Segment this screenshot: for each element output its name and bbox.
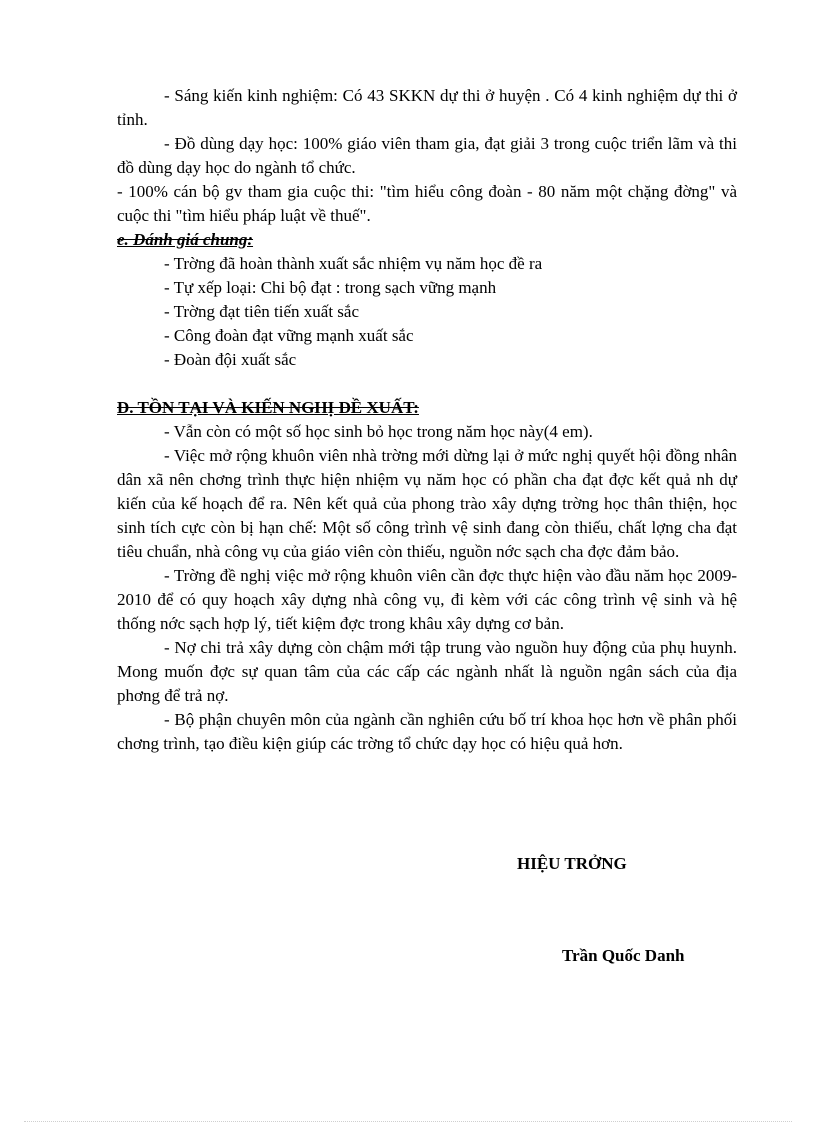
section-e-heading: e. Đánh giá chung: xyxy=(117,230,254,249)
section-e-list xyxy=(117,252,737,372)
list-item: - Đoàn đội xuất sắc xyxy=(164,350,297,369)
paragraph-proposal: - Trờng đề nghị việc mở rộng khuôn viên cần đợc thực hiện vào đầu năm học 2009-2010 để có quy hoạch xây dựng nhà công vụ, đi kèm với các công trình vệ sinh và hệ thống nớc sạch hợp lý, tiết kiệm đợc trong khâu xây dựng cơ bản. xyxy=(117,566,737,633)
paragraph-curriculum: - Bộ phận chuyên môn của ngành cần nghiên cứu bố trí khoa học hơn về phân phối chơng trình, tạo điều kiện giúp các trờng tổ chức dạy học có hiệu quả hơn. xyxy=(117,710,737,753)
list-item: - Tự xếp loại: Chi bộ đạt : trong sạch vững mạnh xyxy=(164,278,497,297)
paragraph-debt: - Nợ chi trả xây dựng còn chậm mới tập trung vào nguồn huy động của phụ huynh. Mong muốn đợc sự quan tâm của các cấp các ngành nhất là nguồn ngân sách của địa phơng để trả nợ. xyxy=(117,638,737,705)
list-item: - Trờng đã hoàn thành xuất sắc nhiệm vụ năm học đề ra xyxy=(164,254,543,273)
section-d-heading: D. TỒN TẠI VÀ KIẾN NGHỊ ĐỀ XUẤT: xyxy=(117,398,419,417)
paragraph-campus-expansion: - Việc mở rộng khuôn viên nhà trờng mới dừng lại ở mức nghị quyết hội đồng nhân dân xã nên chơng trình thực hiện nhiệm vụ năm học có phần cha đạt đợc kết quả nh dự kiến của kế hoạch để ra. Nên kết quả của phong trào xây dựng trờng học thân thiện, học sinh tích cực còn bị hạn chế: Một số công trình vệ sinh đang còn thiếu, chất lợng cha đạt tiêu chuẩn, nhà công vụ của giáo viên còn thiếu, nguồn nớc sạch cha đợc đảm bảo. xyxy=(117,446,737,561)
list-item: - Trờng đạt tiên tiến xuất sắc xyxy=(164,302,360,321)
page-bottom-divider xyxy=(24,1121,792,1122)
document-body xyxy=(117,84,737,756)
list-item: - Công đoàn đạt vững mạnh xuất sắc xyxy=(164,326,414,345)
paragraph-teaching-aids: - Đồ dùng dạy học: 100% giáo viên tham gia, đạt giải 3 trong cuộc triển lãm và thi đồ dùng dạy học do ngành tổ chức. xyxy=(117,134,737,177)
signature-name: Trần Quốc Danh xyxy=(562,946,685,965)
signature-title: HIỆU TRỞNG xyxy=(517,854,627,873)
paragraph-initiatives: - Sáng kiến kinh nghiệm: Có 43 SKKN dự thi ở huyện . Có 4 kinh nghiệm dự thi ở tỉnh. xyxy=(117,86,737,129)
paragraph-dropouts: - Vẫn còn có một số học sinh bỏ học trong năm học này(4 em). xyxy=(164,422,593,441)
paragraph-contests: - 100% cán bộ gv tham gia cuộc thi: "tìm hiểu công đoàn - 80 năm một chặng đờng" và cuộc thi "tìm hiểu pháp luật về thuế". xyxy=(117,182,737,225)
